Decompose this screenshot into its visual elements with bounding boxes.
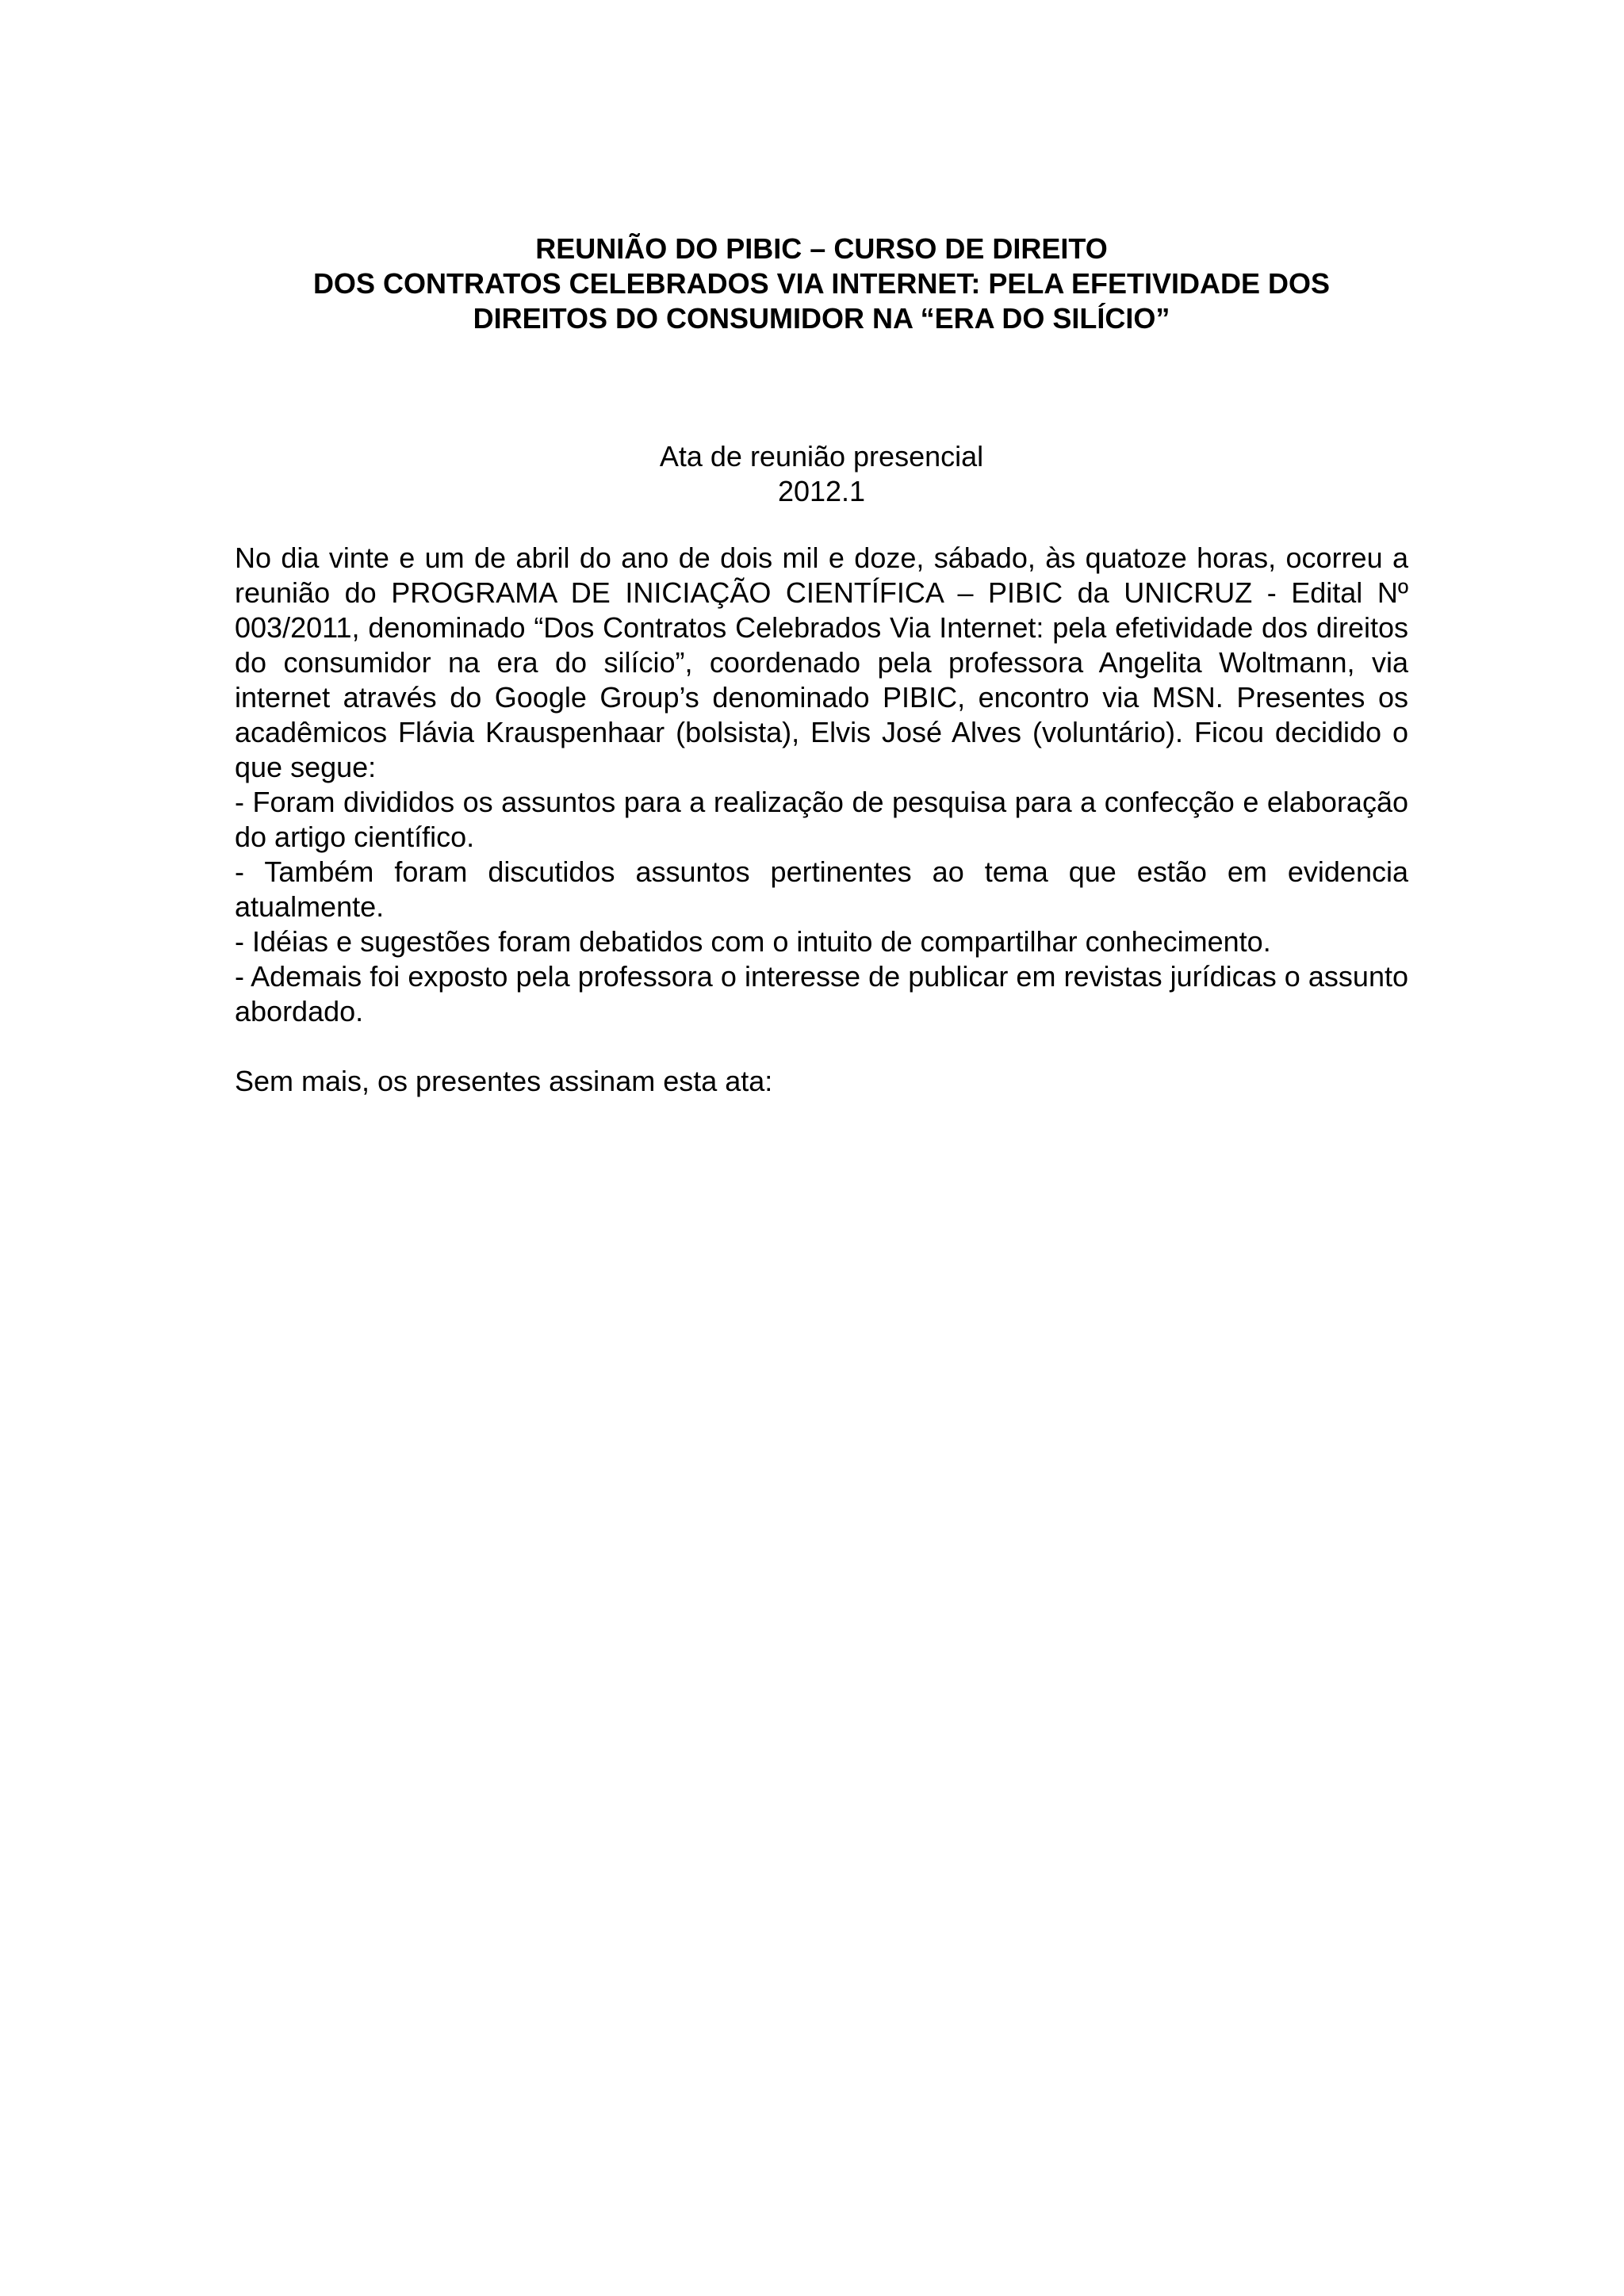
- heading-line-3: DIREITOS DO CONSUMIDOR NA “ERA DO SILÍCIO”: [473, 302, 1170, 335]
- meeting-paragraph: No dia vinte e um de abril do ano de dois mil e doze, sábado, às quatoze horas, ocorreu a reunião do PROGRAMA DE INICIAÇÃO CIENTÍFICA – PIBIC da UNICRUZ - Edital Nº 003/2011, denominado “Dos Contratos Celebrados Via Internet: pela efetividade dos direitos do consumidor na era do silício”, coordenado pela professora Angelita Woltmann, via internet através do Google Group’s denominado PIBIC, encontro via MSN. Presentes os acadêmicos Flávia Krauspenhaar (bolsista), Elvis José Alves (voluntário). Ficou decidido o que segue:: [235, 541, 1408, 783]
- minutes-body: [235, 541, 1408, 1099]
- heading-line-2: DOS CONTRATOS CELEBRADOS VIA INTERNET: PELA EFETIVIDADE DOS: [312, 267, 1331, 300]
- decision-item: - Idéias e sugestões foram debatidos com o intuito de compartilhar conhecimento.: [235, 925, 1271, 958]
- decision-item: - Foram divididos os assuntos para a realização de pesquisa para a confecção e elaboração do artigo científico.: [235, 786, 1408, 853]
- minutes-period: 2012.1: [777, 475, 866, 507]
- minutes-title: Ata de reunião presencial: [659, 440, 984, 473]
- decision-item: - Ademais foi exposto pela professora o interesse de publicar em revistas jurídicas o assunto abordado.: [235, 960, 1408, 1027]
- document-heading: [235, 232, 1408, 336]
- decision-item: - Também foram discutidos assuntos pertinentes ao tema que estão em evidencia atualmente.: [235, 855, 1408, 923]
- heading-line-1: REUNIÃO DO PIBIC – CURSO DE DIREITO: [535, 232, 1108, 265]
- closing-line: Sem mais, os presentes assinam esta ata:: [235, 1065, 773, 1097]
- decision-list: [235, 785, 1408, 1029]
- minutes-subheading: [235, 439, 1408, 509]
